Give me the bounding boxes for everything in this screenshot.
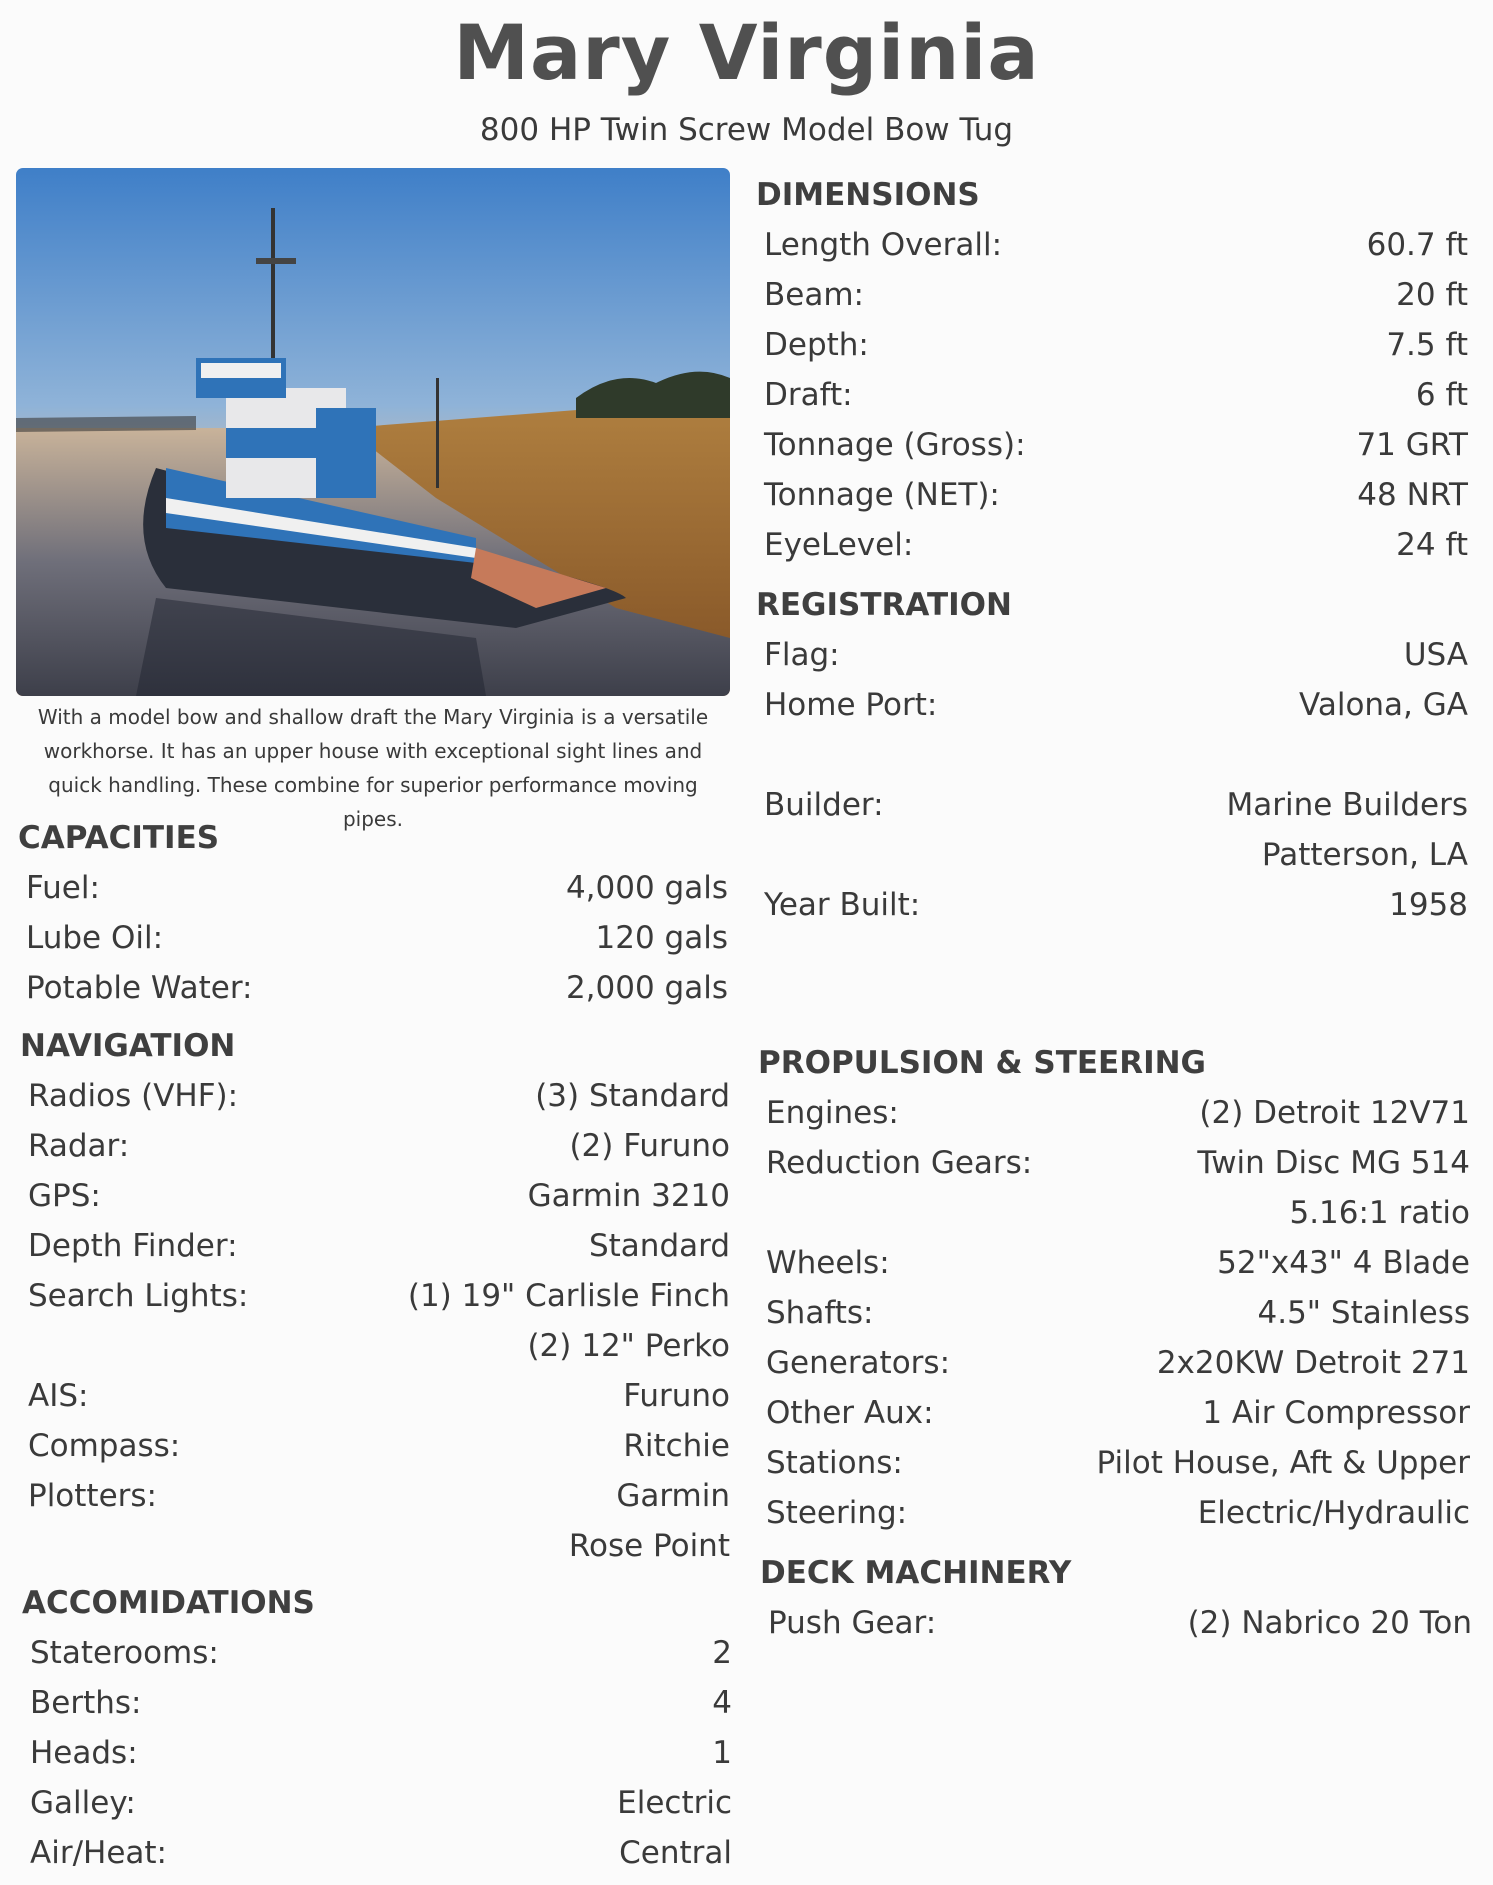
spec-value: Electric/Hydraulic [1197,1495,1470,1531]
spec-value: USA [1403,637,1468,673]
spec-value: 6 ft [1415,377,1468,413]
spec-value: 2,000 gals [565,970,728,1006]
spec-label: Year Built: [764,887,921,923]
spec-label: Air/Heat: [30,1835,167,1871]
spec-row [22,1678,732,1728]
spec-value: 1958 [1389,887,1468,923]
spec-row [20,1121,730,1171]
spec-row-continued [758,1188,1470,1238]
spec-label: AIS: [28,1378,89,1414]
spec-value: Central [619,1835,732,1871]
spec-row [756,780,1468,830]
capacities-heading: CAPACITIES [18,820,220,856]
spec-label: EyeLevel: [764,527,914,563]
spec-label: GPS: [28,1178,101,1214]
spec-row [20,1471,730,1521]
spec-value: 2x20KW Detroit 271 [1156,1345,1470,1381]
page-title: Mary Virginia [453,8,1040,97]
spec-label: Plotters: [28,1478,157,1514]
spec-row [22,1628,732,1678]
spec-label: Wheels: [766,1245,890,1281]
spec-label: Beam: [764,277,864,313]
spec-row [758,1488,1470,1538]
spec-row [20,1071,730,1121]
spec-row [758,1088,1470,1138]
spec-label: Compass: [28,1428,181,1464]
spec-label: Engines: [766,1095,899,1131]
spec-value: 120 gals [595,920,728,956]
spec-row [18,913,728,963]
dimensions-section [756,170,1468,570]
spec-row [756,630,1468,680]
propulsion-heading: PROPULSION & STEERING [758,1045,1206,1081]
spec-value: (1) 19" Carlisle Finch [407,1278,730,1314]
spec-value: 20 ft [1396,277,1468,313]
spec-row [756,880,1468,930]
photo-caption: With a model bow and shallow draft the Mary Virginia is a versatile workhorse. It has an upper house with exceptional sight lines and quick handling. These combine for superior performance moving pipes. [37,705,709,831]
deck-machinery-heading: DECK MACHINERY [760,1555,1072,1591]
accomodations-heading: ACCOMIDATIONS [22,1585,315,1621]
spec-label: Flag: [764,637,840,673]
spec-label: Draft: [764,377,853,413]
spec-row-continued [20,1321,730,1371]
spec-label: Push Gear: [768,1605,937,1641]
spec-label: Steering: [766,1495,908,1531]
spec-row [758,1438,1470,1488]
deck-machinery-section [760,1548,1472,1648]
spec-row [18,863,728,913]
spec-row [760,1598,1472,1648]
spec-label: Staterooms: [30,1635,219,1671]
spec-label: Depth Finder: [28,1228,238,1264]
spec-row [758,1138,1470,1188]
spec-value: 4.5" Stainless [1257,1295,1470,1331]
spec-label: Other Aux: [766,1395,934,1431]
dimensions-heading: DIMENSIONS [756,177,980,213]
spec-label: Home Port: [764,687,938,723]
spec-row [20,1371,730,1421]
registration-heading: REGISTRATION [756,587,1012,623]
spec-label: Fuel: [26,870,100,906]
spec-row [756,520,1468,570]
spec-value: Twin Disc MG 514 [1197,1145,1470,1181]
spec-value: 52"x43" 4 Blade [1217,1245,1470,1281]
spec-label: Lube Oil: [26,920,164,956]
spec-label: Shafts: [766,1295,874,1331]
spec-value: Furuno [623,1378,730,1414]
spec-label: Builder: [764,787,884,823]
spec-label: Generators: [766,1345,951,1381]
spec-value: Marine Builders [1226,787,1468,823]
spec-row [756,270,1468,320]
registration-section [756,580,1468,930]
spec-row [20,1221,730,1271]
spec-value: 4,000 gals [565,870,728,906]
spec-row [758,1388,1470,1438]
spec-value: 24 ft [1396,527,1468,563]
capacities-section [18,813,728,1013]
spec-value: 2 [712,1635,732,1671]
spec-value: 1 [712,1735,732,1771]
spec-label: Tonnage (NET): [764,477,1000,513]
spec-value: (2) Detroit 12V71 [1199,1095,1470,1131]
spec-value: (3) Standard [535,1078,730,1114]
spec-label: Stations: [766,1445,903,1481]
spec-value: Pilot House, Aft & Upper [1096,1445,1470,1481]
spec-row [758,1288,1470,1338]
spec-value: Patterson, LA [1261,837,1468,873]
spec-label: Tonnage (Gross): [764,427,1026,463]
spec-value: (2) 12" Perko [527,1328,730,1364]
spec-label: Potable Water: [26,970,253,1006]
spec-row-continued [20,1521,730,1571]
spec-value: Garmin [616,1478,730,1514]
spec-row [20,1271,730,1321]
spec-value: 48 NRT [1357,477,1468,513]
spec-label: Depth: [764,327,869,363]
navigation-heading: NAVIGATION [20,1028,236,1064]
spec-value: 60.7 ft [1366,227,1468,263]
spec-row [756,470,1468,520]
spec-value: (2) Furuno [569,1128,730,1164]
spec-row [20,1171,730,1221]
spec-value: 4 [712,1685,732,1721]
spec-row [758,1338,1470,1388]
navigation-section [20,1021,730,1571]
tugboat-photo [16,168,730,696]
spec-label: Search Lights: [28,1278,249,1314]
spec-value: 5.16:1 ratio [1289,1195,1470,1231]
spec-value: Standard [588,1228,730,1264]
page-subtitle: 800 HP Twin Screw Model Bow Tug [479,112,1014,148]
spec-row [22,1828,732,1878]
spec-row [18,963,728,1013]
spec-value: (2) Nabrico 20 Ton [1187,1605,1472,1641]
spec-row [756,370,1468,420]
spec-value: 71 GRT [1356,427,1468,463]
spec-label: Heads: [30,1735,138,1771]
propulsion-section [758,1038,1470,1538]
spec-row [758,1238,1470,1288]
spec-row [756,420,1468,470]
spec-row-continued [756,830,1468,880]
spec-row [22,1728,732,1778]
spec-value: 7.5 ft [1386,327,1468,363]
spec-label: Radios (VHF): [28,1078,239,1114]
spec-label: Berths: [30,1685,142,1721]
spec-row [756,220,1468,270]
spec-label: Galley: [30,1785,136,1821]
spec-value: Ritchie [623,1428,730,1464]
spec-value: Valona, GA [1299,687,1468,723]
spec-value: 1 Air Compressor [1202,1395,1470,1431]
spec-value: Electric [617,1785,732,1821]
spec-label: Reduction Gears: [766,1145,1033,1181]
spec-value: Rose Point [568,1528,730,1564]
spec-row [756,320,1468,370]
spec-value: Garmin 3210 [527,1178,730,1214]
spec-label: Length Overall: [764,227,1003,263]
spec-row [756,680,1468,730]
spec-label: Radar: [28,1128,130,1164]
spec-row [20,1421,730,1471]
spec-row [22,1778,732,1828]
accomodations-section [22,1578,732,1878]
